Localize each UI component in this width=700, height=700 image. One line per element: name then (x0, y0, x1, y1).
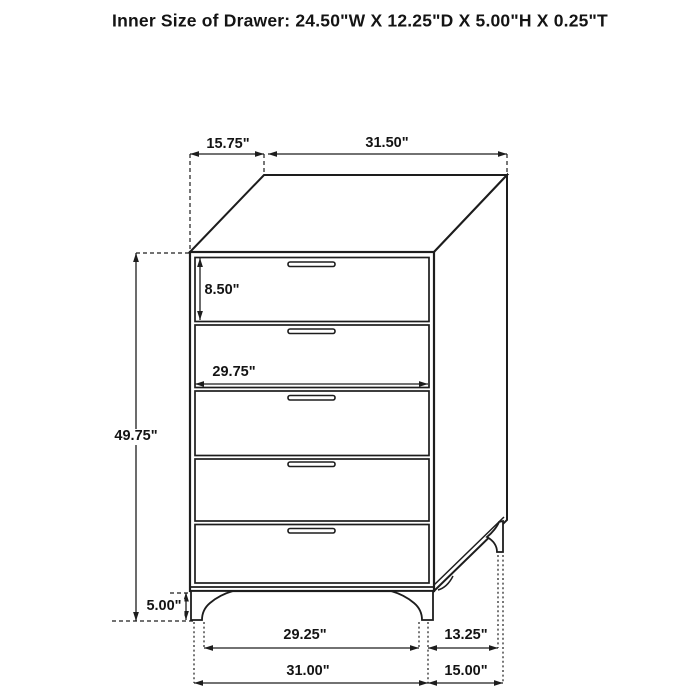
dim-label-overall-width: 31.00" (283, 664, 332, 680)
drawer-4 (195, 459, 429, 521)
dim-label-side-leg-span: 13.25" (441, 628, 490, 644)
handle-5 (288, 529, 335, 534)
dim-label-front-leg-span: 29.25" (280, 628, 329, 644)
handle-3 (288, 396, 335, 401)
handle-4 (288, 462, 335, 467)
dim-label-drawer-height: 8.50" (201, 283, 242, 299)
dim-label-top-width: 31.50" (362, 136, 411, 152)
handle-2 (288, 329, 335, 334)
dim-label-overall-height: 49.75" (111, 429, 160, 445)
front-right-leg (391, 591, 433, 620)
page-title: Inner Size of Drawer: 24.50"W X 12.25"D X 5.00"H X 0.25"T (112, 10, 608, 31)
dim-label-overall-depth: 15.00" (441, 664, 490, 680)
dim-label-top-depth: 15.75" (203, 137, 252, 153)
dim-label-leg-height: 5.00" (143, 599, 184, 615)
handle-1 (288, 262, 335, 267)
chest-front-face (190, 252, 434, 591)
front-left-leg (191, 591, 233, 620)
dim-label-inner-width: 29.75" (209, 365, 258, 381)
